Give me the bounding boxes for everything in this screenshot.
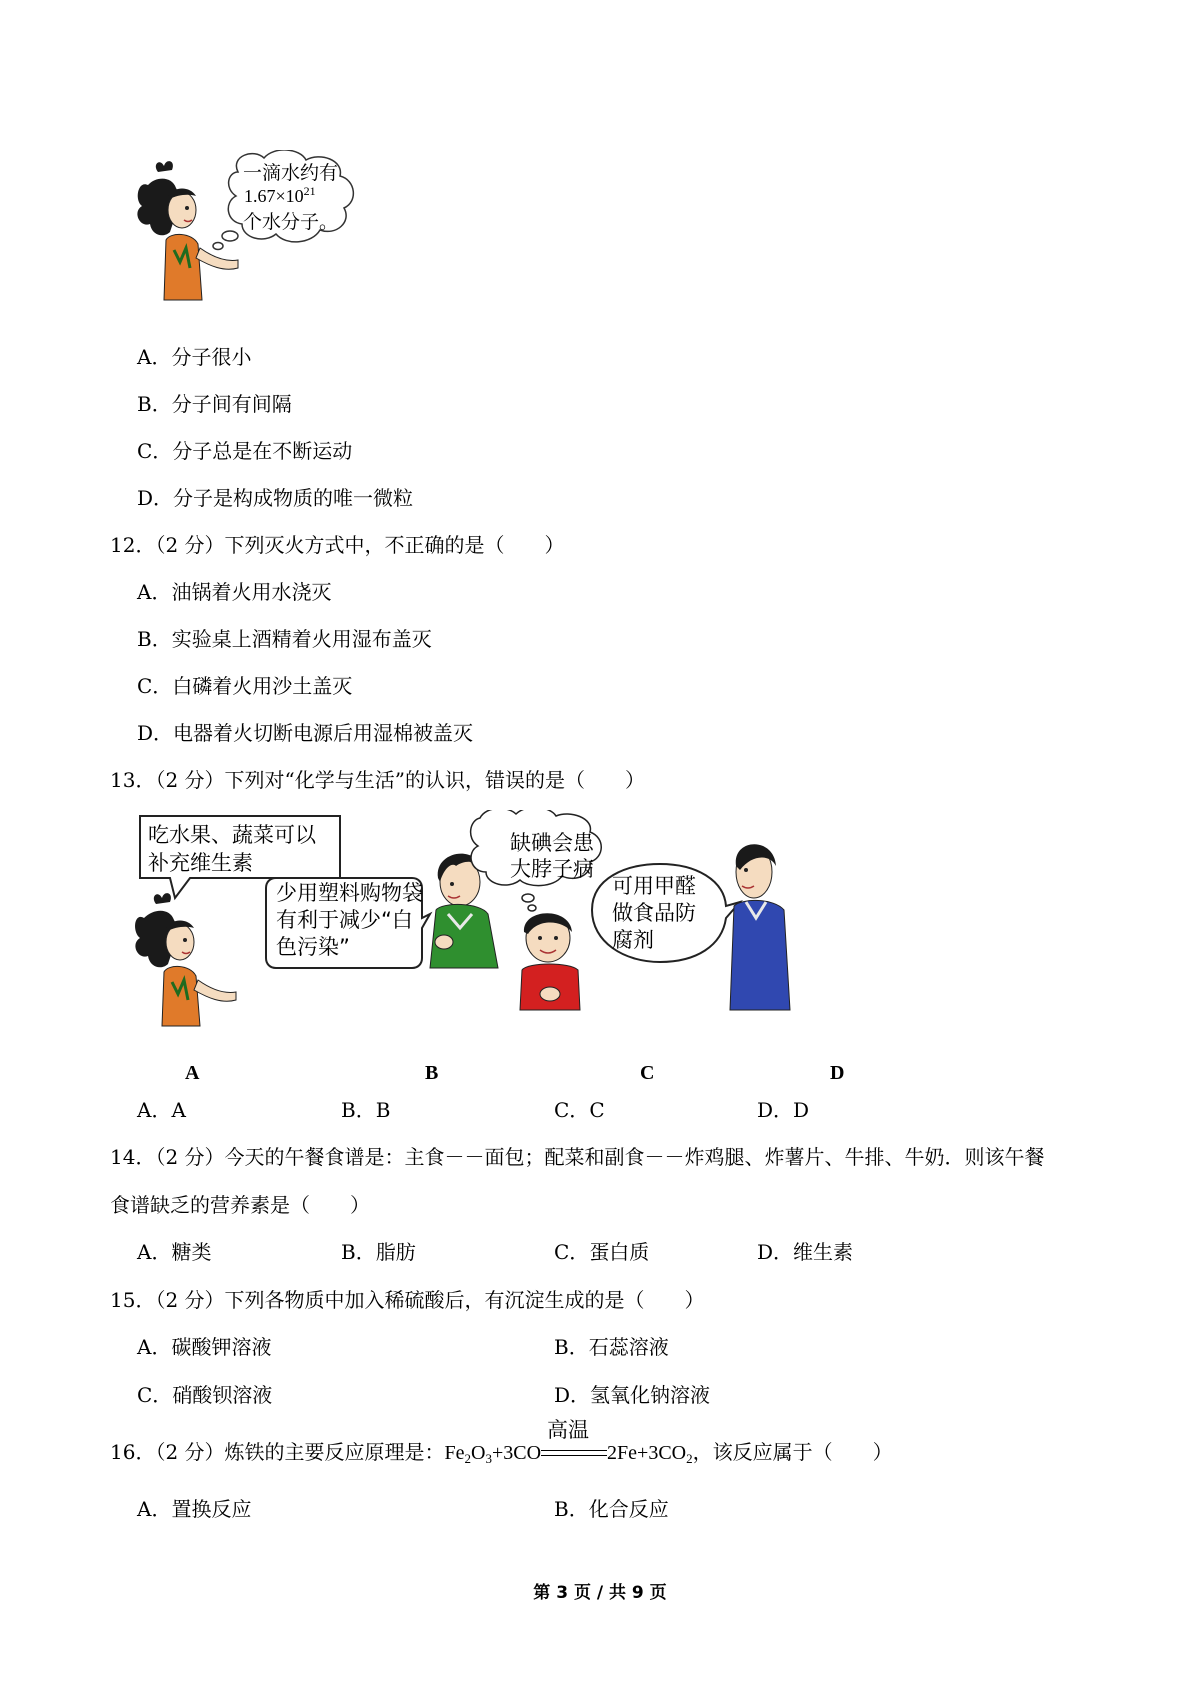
q16-option-a: [137, 1497, 251, 1521]
option-text: 维生素: [793, 1240, 854, 1264]
q11-bubble-exponent: 21: [303, 184, 316, 198]
option-text: 白磷着火用沙土盖灭: [172, 674, 353, 698]
option-letter: B．: [554, 1497, 589, 1521]
option-letter: A．: [137, 580, 172, 604]
q13-d-line3: 腐剂: [612, 928, 654, 952]
q11-option-b: [137, 392, 292, 416]
q16-stem-prefix: 16．（2 分）炼铁的主要反应原理是：: [110, 1440, 445, 1464]
page-footer: 第 3 页 / 共 9 页: [533, 1583, 667, 1603]
q12-option-c: [137, 674, 352, 698]
option-letter: A．: [137, 1098, 172, 1122]
option-text: D: [793, 1098, 810, 1122]
option-text: C: [589, 1098, 605, 1122]
q11-option-d: [137, 486, 413, 510]
option-letter: C．: [137, 1383, 173, 1407]
option-text: 硝酸钡溶液: [172, 1383, 273, 1407]
option-text: 氢氧化钠溶液: [590, 1383, 711, 1407]
q14-option-d: [757, 1240, 853, 1264]
q13-b-line2: 有利于减少“白: [276, 908, 413, 932]
option-letter: B．: [341, 1098, 376, 1122]
man-d-illustration: [730, 844, 790, 1010]
option-letter: A．: [137, 1497, 172, 1521]
q12-option-a: [137, 580, 331, 604]
option-text: 置换反应: [171, 1497, 252, 1521]
option-letter: D．: [757, 1098, 794, 1122]
q16-equation-reactants: $Fe_2O_3+3CO$: [444, 1442, 542, 1466]
q14-stem-line1: 14．（2 分）今天的午餐食谱是：主食－－面包；配菜和副食－－炸鸡腿、炸薯片、牛排、牛奶．则该午餐: [110, 1145, 1045, 1169]
q15-stem: 15．（2 分）下列各物质中加入稀硫酸后，有沉淀生成的是（ ）: [110, 1288, 705, 1312]
option-text: 油锅着火用水浇灭: [171, 580, 332, 604]
option-text: 实验桌上酒精着火用湿布盖灭: [171, 627, 432, 651]
q13-stem: 13．（2 分）下列对“化学与生活”的认识，错误的是（ ）: [110, 768, 645, 792]
option-text: 分子总是在不断运动: [172, 439, 353, 463]
option-text: 糖类: [171, 1240, 212, 1264]
q16-stem: [110, 1418, 893, 1466]
q16-stem-suffix: ，该反应属于（ ）: [692, 1440, 893, 1464]
option-text: 化合反应: [588, 1497, 669, 1521]
q13-figure-label-b: B: [425, 1062, 439, 1084]
q13-option-b: [341, 1098, 390, 1122]
q13-figure-label-d: D: [830, 1062, 845, 1084]
option-letter: B．: [341, 1240, 376, 1264]
option-text: A: [171, 1098, 186, 1122]
girl-illustration: [137, 161, 238, 300]
option-text: 碳酸钾溶液: [171, 1335, 272, 1359]
option-text: 分子是构成物质的唯一微粒: [173, 486, 414, 510]
option-letter: C．: [554, 1240, 590, 1264]
q14-option-c: [554, 1240, 649, 1264]
q13-a-line1: 吃水果、蔬菜可以: [148, 823, 316, 847]
q16-reaction-arrow: [541, 1418, 607, 1464]
option-text: 电器着火切断电源后用湿棉被盖灭: [173, 721, 474, 745]
q15-option-c: [137, 1383, 272, 1407]
q13-d-line2: 做食品防: [612, 901, 696, 925]
q11-bubble-line3: 个水分子。: [243, 211, 339, 233]
q11-bubble-mantissa: 1.67×10: [244, 186, 304, 206]
boy-c-illustration: [520, 913, 580, 1010]
option-letter: D．: [137, 486, 174, 510]
q16-option-b: [554, 1497, 669, 1521]
q14-option-b: [341, 1240, 416, 1264]
q15-option-d: [554, 1383, 710, 1407]
q12-stem: 12．（2 分）下列灭火方式中，不正确的是（ ）: [110, 533, 565, 557]
q11-bubble-line1: 一滴水约有: [243, 162, 339, 184]
q13-b-line1: 少用塑料购物袋: [276, 881, 423, 905]
option-text: 石蕊溶液: [588, 1335, 669, 1359]
option-letter: C．: [137, 674, 173, 698]
q13-b-line3: 色污染”: [276, 935, 350, 959]
option-text: B: [375, 1098, 391, 1122]
option-text: 分子间有间隔: [171, 392, 292, 416]
option-letter: D．: [137, 721, 174, 745]
q13-d-line1: 可用甲醛: [612, 874, 696, 898]
q13-option-a: [137, 1098, 186, 1122]
q12-option-b: [137, 627, 432, 651]
option-letter: D．: [554, 1383, 591, 1407]
q16-condition: 高温: [547, 1418, 590, 1442]
option-letter: B．: [137, 392, 172, 416]
q13-option-c: [554, 1098, 605, 1122]
q11-option-c: [137, 439, 352, 463]
option-letter: C．: [137, 439, 173, 463]
option-letter: A．: [137, 1335, 172, 1359]
option-letter: D．: [757, 1240, 794, 1264]
option-letter: B．: [137, 627, 172, 651]
q15-option-b: [554, 1335, 669, 1359]
option-letter: A．: [137, 345, 172, 369]
option-letter: B．: [554, 1335, 589, 1359]
q13-c-line1: 缺碘会患: [510, 831, 594, 855]
equals-sign-icon: [541, 1450, 607, 1456]
q15-option-a: [137, 1335, 271, 1359]
option-text: 分子很小: [171, 345, 252, 369]
q13-c-line2: 大脖子病: [510, 857, 594, 881]
q12-option-d: [137, 721, 473, 745]
q14-option-a: [137, 1240, 211, 1264]
q13-a-line2: 补充维生素: [148, 851, 253, 875]
option-letter: A．: [137, 1240, 172, 1264]
q13-figure-label-a: A: [185, 1062, 200, 1084]
q13-option-d: [757, 1098, 809, 1122]
option-text: 蛋白质: [589, 1240, 650, 1264]
q16-equation-products: $2Fe+3CO_2$: [607, 1442, 693, 1466]
q13-figure-label-c: C: [640, 1062, 655, 1084]
option-text: 脂肪: [375, 1240, 416, 1264]
q11-bubble-line2: [244, 186, 316, 207]
q11-option-a: [137, 345, 251, 369]
girl-a-illustration: [135, 893, 236, 1026]
q14-stem-line2: 食谱缺乏的营养素是（ ）: [110, 1193, 370, 1217]
option-letter: C．: [554, 1098, 590, 1122]
